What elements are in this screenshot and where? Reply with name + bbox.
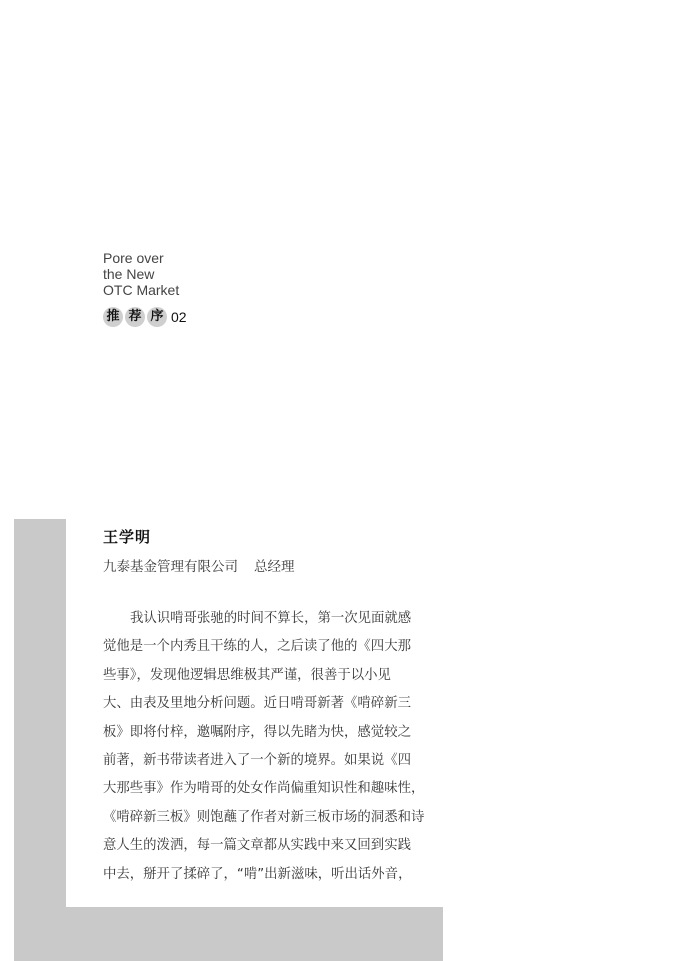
decorative-gray-bar-left xyxy=(14,519,66,961)
body-line: 我认识啃哥张驰的时间不算长，第一次见面就感 xyxy=(130,611,412,626)
english-book-title xyxy=(103,250,179,298)
preface-char: 荐 xyxy=(125,307,145,327)
preface-body xyxy=(103,605,448,889)
author-name: 王学明 xyxy=(103,528,152,546)
english-title-line: the New xyxy=(103,266,155,282)
author-role: 总经理 xyxy=(254,559,295,575)
body-line: 些事》，发现他逻辑思维极其严谨，很善于以小见 xyxy=(103,667,391,683)
author-affiliation xyxy=(103,555,295,575)
english-title-line: OTC Market xyxy=(103,282,180,298)
preface-char: 序 xyxy=(147,307,167,327)
body-line: 大、由表及里地分析问题。近日啃哥新著《啃碎新三 xyxy=(103,696,411,712)
preface-number: 02 xyxy=(171,309,187,325)
body-line: 前著，新书带读者进入了一个新的境界。如果说《四 xyxy=(103,752,411,768)
decorative-gray-bar-bottom xyxy=(14,907,443,961)
body-line: 板》即将付梓，邀嘱附序，得以先睹为快，感觉较之 xyxy=(103,724,411,740)
preface-label xyxy=(103,307,187,327)
preface-char: 推 xyxy=(103,307,123,327)
english-title-line: Pore over xyxy=(103,250,164,266)
body-line: 中去，掰开了揉碎了，“啃”出新滋味，听出话外音， xyxy=(103,866,412,882)
body-line: 意人生的泼洒，每一篇文章都从实践中来又回到实践 xyxy=(103,838,411,854)
body-line: 觉他是一个内秀且干练的人，之后读了他的《四大那 xyxy=(103,639,411,655)
author-company: 九泰基金管理有限公司 xyxy=(103,559,238,575)
body-line: 大那些事》作为啃哥的处女作尚偏重知识性和趣味性， xyxy=(103,781,425,797)
body-line: 《啃碎新三板》则饱蘸了作者对新三板市场的洞悉和诗 xyxy=(103,809,425,825)
